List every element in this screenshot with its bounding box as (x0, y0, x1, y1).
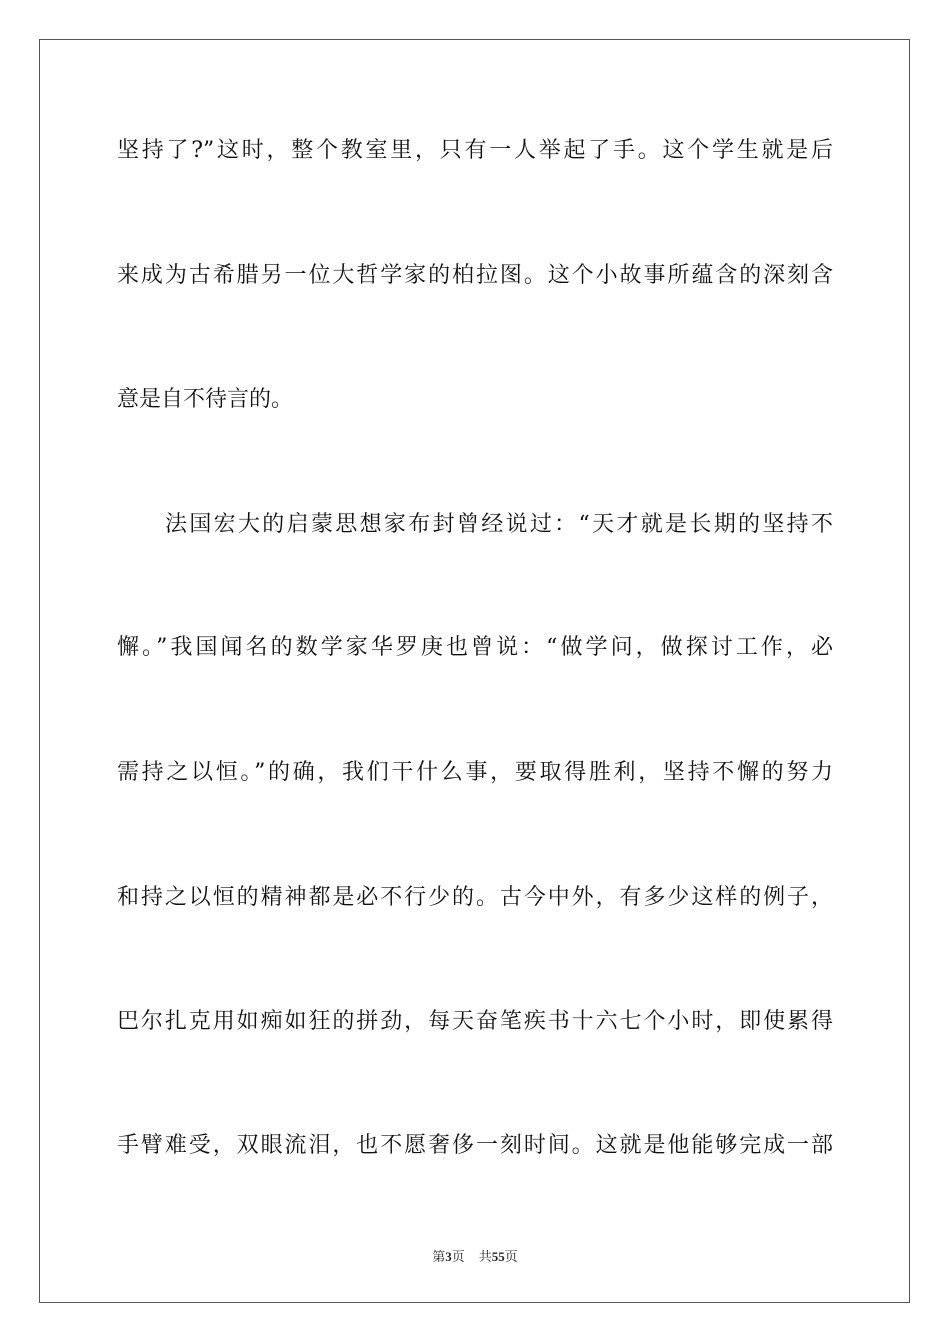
page-border (39, 39, 910, 1303)
paragraph-2-first-line: 法国宏大的启蒙思想家布封曾经说过：“天才就是长期的坚持不 (165, 512, 833, 537)
total-pages: 55 (491, 1249, 505, 1264)
text-line-2: 来成为古希腊另一位大哲学家的柏拉图。这个小故事所蕴含的深刻含 (117, 263, 833, 288)
page-footer (0, 1248, 950, 1267)
text-line-5: 懈。”我国闻名的数学家华罗庚也曾说：“做学问，做探讨工作，必 (117, 635, 833, 660)
total-suffix: 页 (504, 1250, 518, 1265)
text-line-8: 巴尔扎克用如痴如狂的拼劲，每天奋笔疾书十六七个小时，即使累得 (117, 1009, 833, 1034)
text-line-6: 需持之以恒。”的确，我们干什么事，要取得胜利，坚持不懈的努力 (117, 760, 833, 785)
text-line-3: 意是自不待言的。 (117, 387, 294, 412)
page-prefix: 第 (432, 1250, 446, 1265)
page-suffix: 页 (451, 1250, 465, 1265)
text-line-7: 和持之以恒的精神都是必不行少的。古今中外，有多少这样的例子， (117, 885, 833, 910)
page-number: 3 (445, 1249, 452, 1264)
text-line-9: 手臂难受，双眼流泪，也不愿奢侈一刻时间。这就是他能够完成一部 (117, 1133, 833, 1158)
total-prefix: 共 (478, 1250, 492, 1265)
text-line-1: 坚持了?”这时，整个教室里，只有一人举起了手。这个学生就是后 (117, 138, 833, 163)
